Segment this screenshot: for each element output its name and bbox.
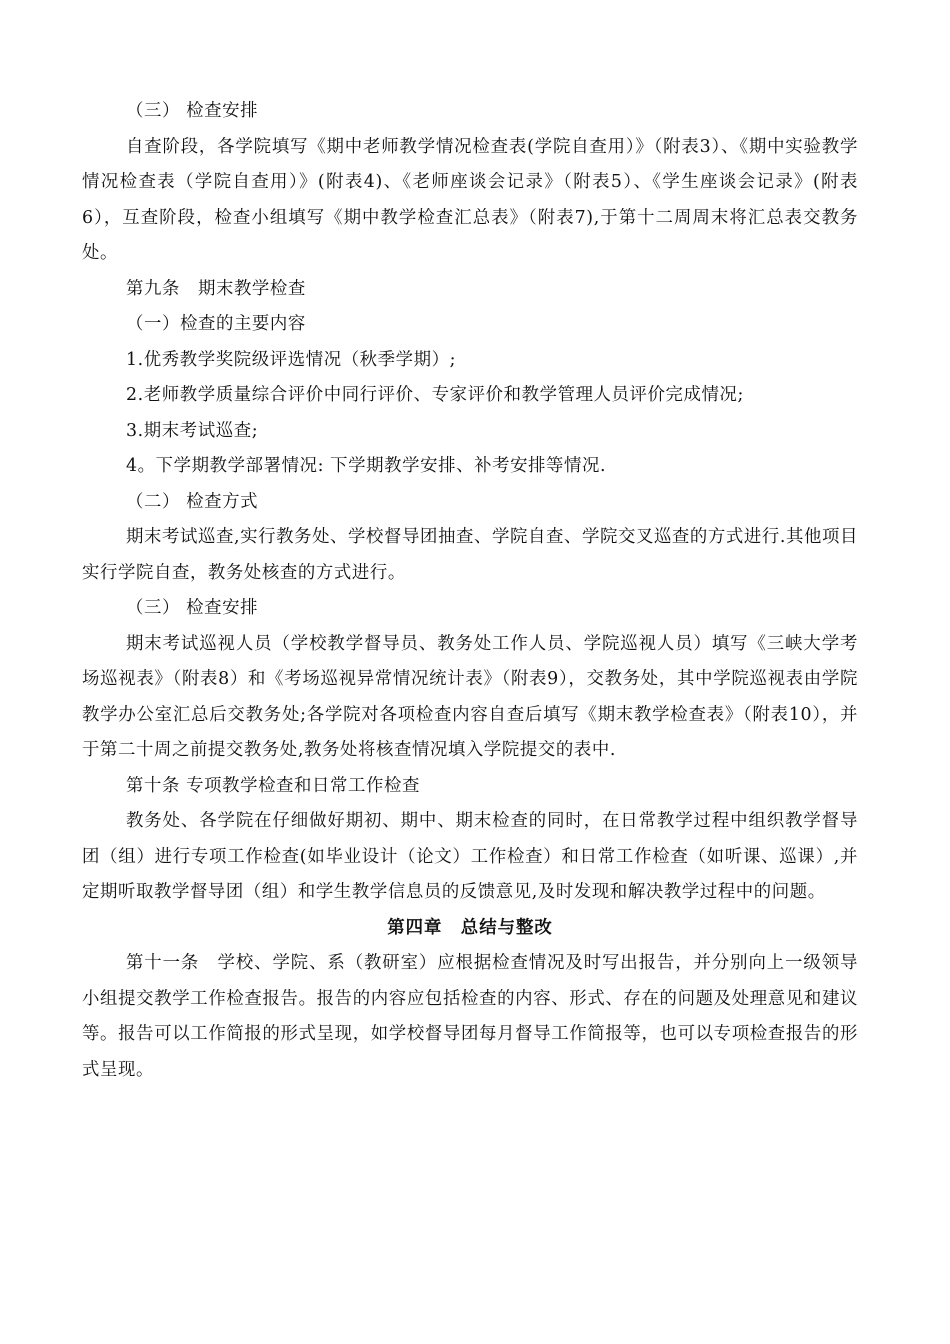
paragraph-patrol-personnel: 期末考试巡视人员（学校教学督导员、教务处工作人员、学院巡视人员）填写《三峡大学考场巡视表》（附表8）和《考场巡视异常情况统计表》（附表9），交教务处，其中学院巡视表由学院教学办公室汇总后交教务处;各学院对各项检查内容自查后填写《期末教学检查表》（附表10），并于第二十周之前提交教务处,教务处将核查情况填入学院提交的表中. [82,633,858,760]
section-heading-inspection-arrangement: （三） 检查安排 [126,101,259,121]
section-heading-inspection-method: （二） 检查方式 [126,491,259,512]
list-item-2: 2.老师教学质量综合评价中同行评价、专家评价和教学管理人员评价完成情况; [126,385,744,405]
list-item-3: 3.期末考试巡查; [126,420,259,441]
paragraph-self-check-stage: 自查阶段，各学院填写《期中老师教学情况检查表(学院自查用）》（附表3）、《期中实验教学情况检查表（学院自查用）》(附表4)、《老师座谈会记录》（附表5）、《学生座谈会记录》(附表6），互查阶段，检查小组填写《期中教学检查汇总表》（附表7),于第十二周周末将汇总表交教务处。 [82,136,858,263]
paragraph-special-inspection: 教务处、各学院在仔细做好期初、期中、期末检查的同时，在日常教学过程中组织教学督导团（组）进行专项工作检查(如毕业设计（论文）工作检查）和日常工作检查（如听课、巡课）,并定期听取教学督导团（组）和学生教学信息员的反馈意见,及时发现和解决教学过程中的问题。 [82,811,858,902]
document-body [82,94,858,1088]
article-10-heading: 第十条 专项教学检查和日常工作检查 [126,775,420,796]
chapter-title: 第四章 总结与整改 [387,917,553,938]
paragraph-final-exam-patrol: 期末考试巡查,实行教务处、学校督导团抽查、学院自查、学院交叉巡查的方式进行.其他项目实行学院自查，教务处核查的方式进行。 [82,527,858,583]
list-item-1: 1.优秀教学奖院级评选情况（秋季学期）; [126,349,457,370]
list-item-4: 4。下学期教学部署情况: 下学期教学安排、补考安排等情况. [126,456,607,476]
section-heading-main-content: （一）检查的主要内容 [126,314,306,334]
section-heading-inspection-arrangement-2: （三） 检查安排 [126,598,259,618]
paragraph-article-11: 第十一条 学校、学院、系（教研室）应根据检查情况及时写出报告，并分别向上一级领导小组提交教学工作检查报告。报告的内容应包括检查的内容、形式、存在的问题及处理意见和建议等。报告可以工作简报的形式呈现，如学校督导团每月督导工作简报等，也可以专项检查报告的形式呈现。 [82,953,858,1080]
article-9-heading: 第九条 期末教学检查 [126,278,306,299]
